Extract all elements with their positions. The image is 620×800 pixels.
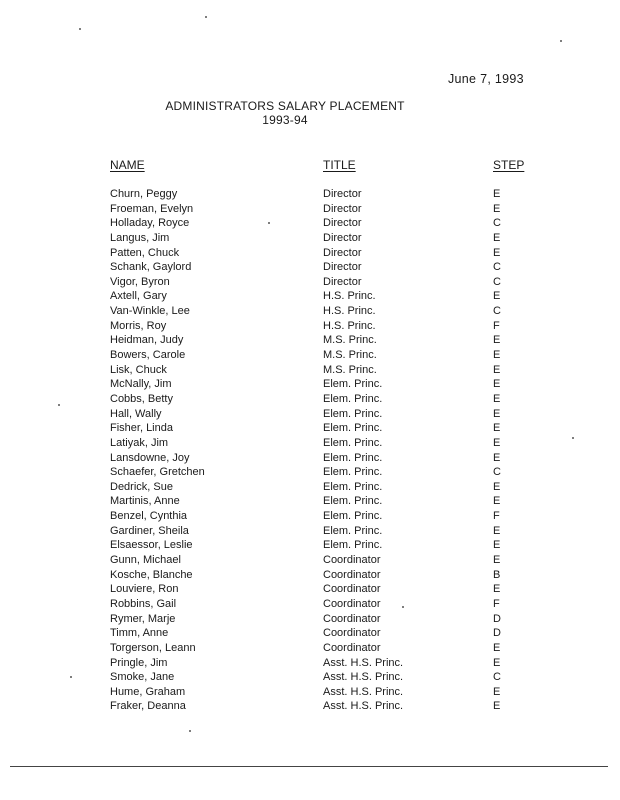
employee-name: Schank, Gaylord [110, 261, 192, 274]
employee-title: Coordinator [323, 554, 381, 567]
employee-step: C [493, 261, 501, 274]
employee-title: Asst. H.S. Princ. [323, 656, 404, 669]
employee-step: E [493, 495, 501, 508]
table-row [0, 494, 620, 509]
table-row [0, 699, 620, 714]
employee-step: E [493, 480, 501, 493]
scan-speck [560, 40, 562, 42]
employee-name: Smoke, Jane [110, 671, 175, 684]
employee-title: Elem. Princ. [323, 495, 383, 508]
employee-name: Morris, Roy [110, 319, 167, 332]
employee-name: Vigor, Byron [110, 275, 170, 288]
table-row [0, 319, 620, 334]
employee-name: Axtell, Gary [110, 290, 167, 303]
table-row [0, 685, 620, 700]
table-row [0, 451, 620, 466]
employee-title: Director [323, 261, 362, 274]
employee-step: E [493, 583, 501, 596]
employee-step: E [493, 407, 501, 420]
employee-name: Hall, Wally [110, 407, 162, 420]
employee-step: E [493, 685, 501, 698]
employee-title: Elem. Princ. [323, 539, 383, 552]
table-row [0, 465, 620, 480]
employee-title: Elem. Princ. [323, 422, 383, 435]
employee-step: B [493, 568, 501, 581]
scan-speck [205, 16, 207, 18]
employee-step: C [493, 671, 501, 684]
employee-step: C [493, 275, 501, 288]
employee-name: Langus, Jim [110, 231, 170, 244]
employee-step: E [493, 700, 501, 713]
table-row [0, 216, 620, 231]
employee-step: C [493, 466, 501, 479]
employee-step: E [493, 656, 501, 669]
table-row [0, 363, 620, 378]
employee-title: Elem. Princ. [323, 392, 383, 405]
employee-step: C [493, 217, 501, 230]
table-row [0, 597, 620, 612]
column-header-step: STEP [493, 158, 525, 172]
document-year: 1993-94 [262, 113, 308, 127]
employee-name: Torgerson, Leann [110, 641, 196, 654]
employee-name: McNally, Jim [110, 378, 172, 391]
employee-title: Coordinator [323, 612, 381, 625]
employee-name: Lansdowne, Joy [110, 451, 190, 464]
table-row [0, 275, 620, 290]
employee-name: Kosche, Blanche [110, 568, 193, 581]
employee-title: Elem. Princ. [323, 510, 383, 523]
table-row [0, 377, 620, 392]
employee-name: Cobbs, Betty [110, 392, 173, 405]
employee-title: Asst. H.S. Princ. [323, 671, 404, 684]
employee-title: M.S. Princ. [323, 334, 377, 347]
table-row [0, 524, 620, 539]
employee-step: E [493, 554, 501, 567]
employee-title: Director [323, 231, 362, 244]
employee-name: Bowers, Carole [110, 349, 186, 362]
employee-title: Elem. Princ. [323, 480, 383, 493]
footer-rule [10, 766, 608, 767]
employee-name: Martinis, Anne [110, 495, 180, 508]
table-row [0, 670, 620, 685]
employee-title: Director [323, 246, 362, 259]
document-title: ADMINISTRATORS SALARY PLACEMENT [165, 99, 405, 113]
employee-title: Director [323, 275, 362, 288]
table-row [0, 187, 620, 202]
table-row [0, 582, 620, 597]
employee-name: Heidman, Judy [110, 334, 184, 347]
employee-name: Robbins, Gail [110, 597, 177, 610]
table-row [0, 348, 620, 363]
employee-title: Elem. Princ. [323, 466, 383, 479]
table-row [0, 260, 620, 275]
table-row [0, 626, 620, 641]
table-row [0, 421, 620, 436]
employee-step: E [493, 202, 501, 215]
employee-step: E [493, 334, 501, 347]
employee-step: E [493, 290, 501, 303]
scan-speck [189, 730, 191, 732]
table-row [0, 641, 620, 656]
employee-title: Elem. Princ. [323, 524, 383, 537]
document-date: June 7, 1993 [448, 72, 524, 86]
scan-speck [79, 28, 81, 30]
employee-title: Director [323, 217, 362, 230]
employee-title: Elem. Princ. [323, 407, 383, 420]
employee-title: Coordinator [323, 583, 381, 596]
employee-name: Fisher, Linda [110, 422, 173, 435]
employee-step: E [493, 422, 501, 435]
employee-step: E [493, 524, 501, 537]
employee-step: E [493, 246, 501, 259]
scan-speck [58, 404, 60, 406]
table-row [0, 231, 620, 246]
employee-step: E [493, 231, 501, 244]
employee-name: Dedrick, Sue [110, 480, 173, 493]
scan-speck [268, 222, 270, 224]
employee-name: Rymer, Marje [110, 612, 176, 625]
table-row [0, 333, 620, 348]
table-row [0, 202, 620, 217]
table-row [0, 480, 620, 495]
table-row [0, 612, 620, 627]
employee-step: E [493, 436, 501, 449]
table-row [0, 509, 620, 524]
employee-title: Director [323, 202, 362, 215]
table-row [0, 392, 620, 407]
employee-name: Timm, Anne [110, 627, 169, 640]
column-header-title: TITLE [323, 158, 356, 172]
employee-step: D [493, 612, 501, 625]
scan-speck [70, 676, 72, 678]
table-row [0, 304, 620, 319]
employee-name: Froeman, Evelyn [110, 202, 194, 215]
employee-step: E [493, 363, 501, 376]
scan-speck [402, 606, 404, 608]
employee-step: E [493, 188, 501, 200]
scan-speck [572, 437, 574, 439]
employee-step: F [493, 319, 500, 332]
employee-title: Elem. Princ. [323, 436, 383, 449]
table-row [0, 246, 620, 261]
employee-title: M.S. Princ. [323, 349, 377, 362]
salary-table [0, 187, 620, 714]
employee-title: Coordinator [323, 597, 381, 610]
employee-title: H.S. Princ. [323, 290, 376, 303]
employee-title: M.S. Princ. [323, 363, 377, 376]
employee-step: E [493, 392, 501, 405]
employee-name: Elsaessor, Leslie [110, 539, 193, 552]
employee-step: C [493, 305, 501, 318]
employee-name: Churn, Peggy [110, 188, 178, 200]
employee-step: E [493, 349, 501, 362]
employee-title: Coordinator [323, 568, 381, 581]
employee-name: Holladay, Royce [110, 217, 190, 230]
employee-title: Coordinator [323, 627, 381, 640]
employee-step: F [493, 510, 500, 523]
employee-name: Patten, Chuck [110, 246, 180, 259]
table-row [0, 568, 620, 583]
table-row [0, 436, 620, 451]
employee-title: H.S. Princ. [323, 319, 376, 332]
employee-title: Asst. H.S. Princ. [323, 700, 404, 713]
employee-name: Pringle, Jim [110, 656, 168, 669]
employee-name: Louviere, Ron [110, 583, 179, 596]
employee-title: Elem. Princ. [323, 451, 383, 464]
employee-name: Benzel, Cynthia [110, 510, 188, 523]
employee-step: E [493, 641, 501, 654]
employee-step: E [493, 539, 501, 552]
employee-title: Coordinator [323, 641, 381, 654]
employee-step: D [493, 627, 501, 640]
employee-name: Gardiner, Sheila [110, 524, 189, 537]
employee-name: Lisk, Chuck [110, 363, 167, 376]
employee-name: Hume, Graham [110, 685, 186, 698]
employee-step: F [493, 597, 500, 610]
employee-name: Van-Winkle, Lee [110, 305, 190, 318]
employee-step: E [493, 451, 501, 464]
column-header-name: NAME [110, 158, 145, 172]
employee-title: Asst. H.S. Princ. [323, 685, 404, 698]
table-row [0, 538, 620, 553]
employee-name: Latiyak, Jim [110, 436, 169, 449]
table-row [0, 656, 620, 671]
employee-name: Gunn, Michael [110, 554, 181, 567]
employee-title: H.S. Princ. [323, 305, 376, 318]
employee-title: Elem. Princ. [323, 378, 383, 391]
employee-name: Fraker, Deanna [110, 700, 186, 713]
table-row [0, 553, 620, 568]
table-row [0, 407, 620, 422]
employee-title: Director [323, 188, 362, 200]
employee-name: Schaefer, Gretchen [110, 466, 205, 479]
employee-step: E [493, 378, 501, 391]
table-row [0, 289, 620, 304]
